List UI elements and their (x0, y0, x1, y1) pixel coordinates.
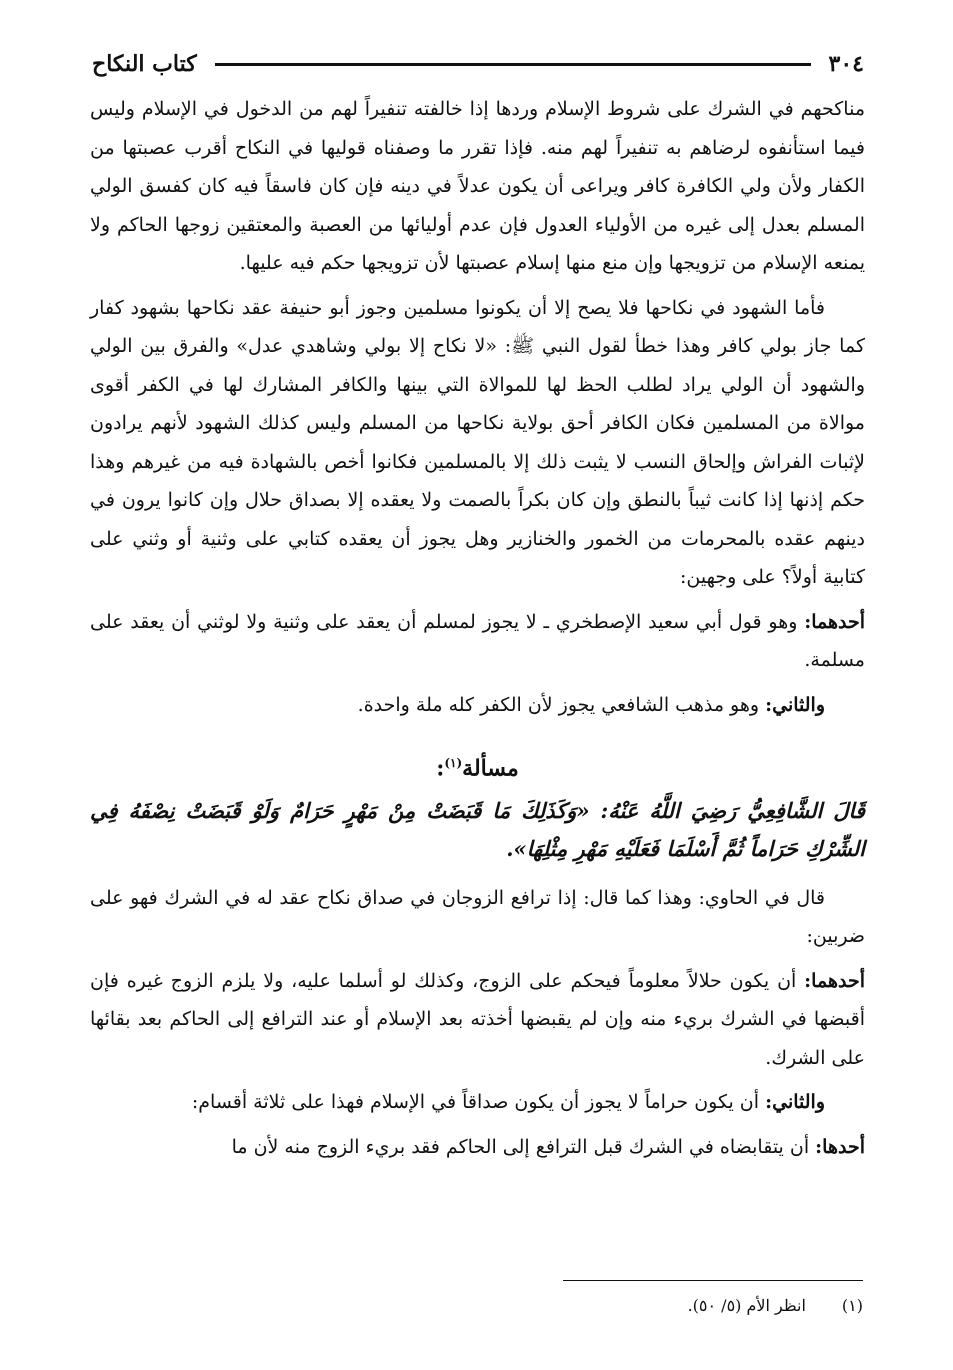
heading-suffix: : (436, 755, 445, 782)
paragraph-text: وهو قول أبي سعيد الإصطخري ـ لا يجوز لمسلم أن يعقد على وثنية ولا لوثني أن يعقد على مسلمة. (90, 610, 865, 671)
paragraph (90, 962, 865, 1078)
paragraph-text: أن يتقابضاه في الشرك قبل الترافع إلى الحاكم فقد بريء الزوج منه لأن ما (231, 1135, 810, 1158)
paragraph (90, 1083, 865, 1122)
footnote (463, 1293, 863, 1319)
paragraph-label: أحدهما: (804, 610, 865, 633)
paragraph: فأما الشهود في نكاحها فلا يصح إلا أن يكونوا مسلمين وجوز أبو حنيفة عقد نكاحها بشهود كفار كما جاز بولي كافر وهذا خطأ لقول النبي ﷺ: «لا نكاح إلا بولي وشاهدي عدل» والفرق بين الولي والشهود أن الولي يراد لطلب الحظ لها للموالاة التي بينها والكافر المشارك لها في الكفر أقوى موالاة من المسلمين فكان الكافر أحق بولاية نكاحها من المسلم وليس كذلك الشهود لأنهم يرادون لإثبات الفراش وإلحاق النسب لا يثبت ذلك إلا بالمسلمين فكانوا أخص بالشهادة فيه من غيرهم وهذا حكم إذنها إذا كانت ثيباً بالنطق وإن كان بكراً بالصمت ولا يعقده إلا بصداق حلال وإن كانوا يرون في دينهم عقده بالمحرمات من الخمور والخنازير وهل يجوز أن يعقده كتابي على وثنية أو وثني على كتابية أولاً؟ على وجهين: (90, 296, 865, 588)
heading-title: مسألة (462, 755, 519, 782)
paragraph-label: أحدهما: (804, 969, 865, 992)
paragraph-label: أحدها: (815, 1135, 865, 1158)
section-heading (90, 744, 865, 788)
paragraph-label: والثاني: (765, 693, 825, 716)
paragraph: قال في الحاوي: وهذا كما قال: إذا ترافع الزوجان في صداق نكاح عقد له في الشرك فهو على ضربين: (90, 886, 865, 948)
paragraph-text: أن يكون حراماً لا يجوز أن يكون صداقاً في الإسلام فهذا على ثلاثة أقسام: (191, 1091, 760, 1114)
paragraph (90, 686, 865, 725)
paragraph-label: والثاني: (765, 1091, 825, 1114)
header-rule (215, 63, 811, 66)
footnote-ref: (١) (444, 756, 463, 770)
paragraph-text: وهو مذهب الشافعي يجوز لأن الكفر كله ملة واحدة. (357, 693, 760, 716)
paragraph (90, 1128, 865, 1167)
footnote-number: (١) (841, 1296, 863, 1315)
footnote-rule (563, 1280, 863, 1281)
footnote-text: انظر الأم (٥/ ٥٠). (687, 1296, 806, 1315)
paragraph (90, 603, 865, 680)
paragraph: مناكحهم في الشرك على شروط الإسلام وردها إذا خالفته تنفيراً لهم من الدخول في الإسلام وليس فيما استأنفوه لرضاهم به تنفيراً لهم منه. فإذا تقرر ما وصفناه قوليها في النكاح أقرب عصبتها من الكفار ولأن ولي الكافرة كافر ويراعى أن يكون عدلاً في دينه فإن كان فاسقاً فيه كان كفسق الولي المسلم بعدل إلى غيره من الأولياء العدول فإن عدم أوليائها من العصبة والمعتقين زوجها الحاكم ولا يمنعه الإسلام من تزويجها وإن منع منها إسلام عصبتها لأن تزويجها حكم فيه عليها. (90, 98, 865, 274)
paragraph-text: أن يكون حلالاً معلوماً فيحكم على الزوج، وكذلك لو أسلما عليه، ولا يلزم الزوج غيره فإن أقبضها في الشرك بريء منه وإن لم يقبضها أخذته بعد الإسلام أو عند الترافع إلى الحاكم بعد بقائها على الشرك. (90, 969, 865, 1069)
page-header (92, 42, 864, 86)
page-number: ٣٠٤ (828, 51, 864, 77)
page-body (90, 90, 865, 1172)
shafii-quote: قَالَ الشَّافِعِيُّ رَضِيَ اللَّهُ عَنْهُ: «وَكَذَلِكَ مَا قَبَضَتْ مِنْ مَهْرٍ حَرَامٌ وَلَوْ قَبَضَتْ نِصْفَهُ فِي الشِّرْكِ حَرَاماً ثُمَّ أَسْلَمَا فَعَلَيْهِ مَهْرِ مِثْلِهَا». (90, 797, 865, 862)
chapter-title: كتاب النكاح (92, 51, 197, 77)
